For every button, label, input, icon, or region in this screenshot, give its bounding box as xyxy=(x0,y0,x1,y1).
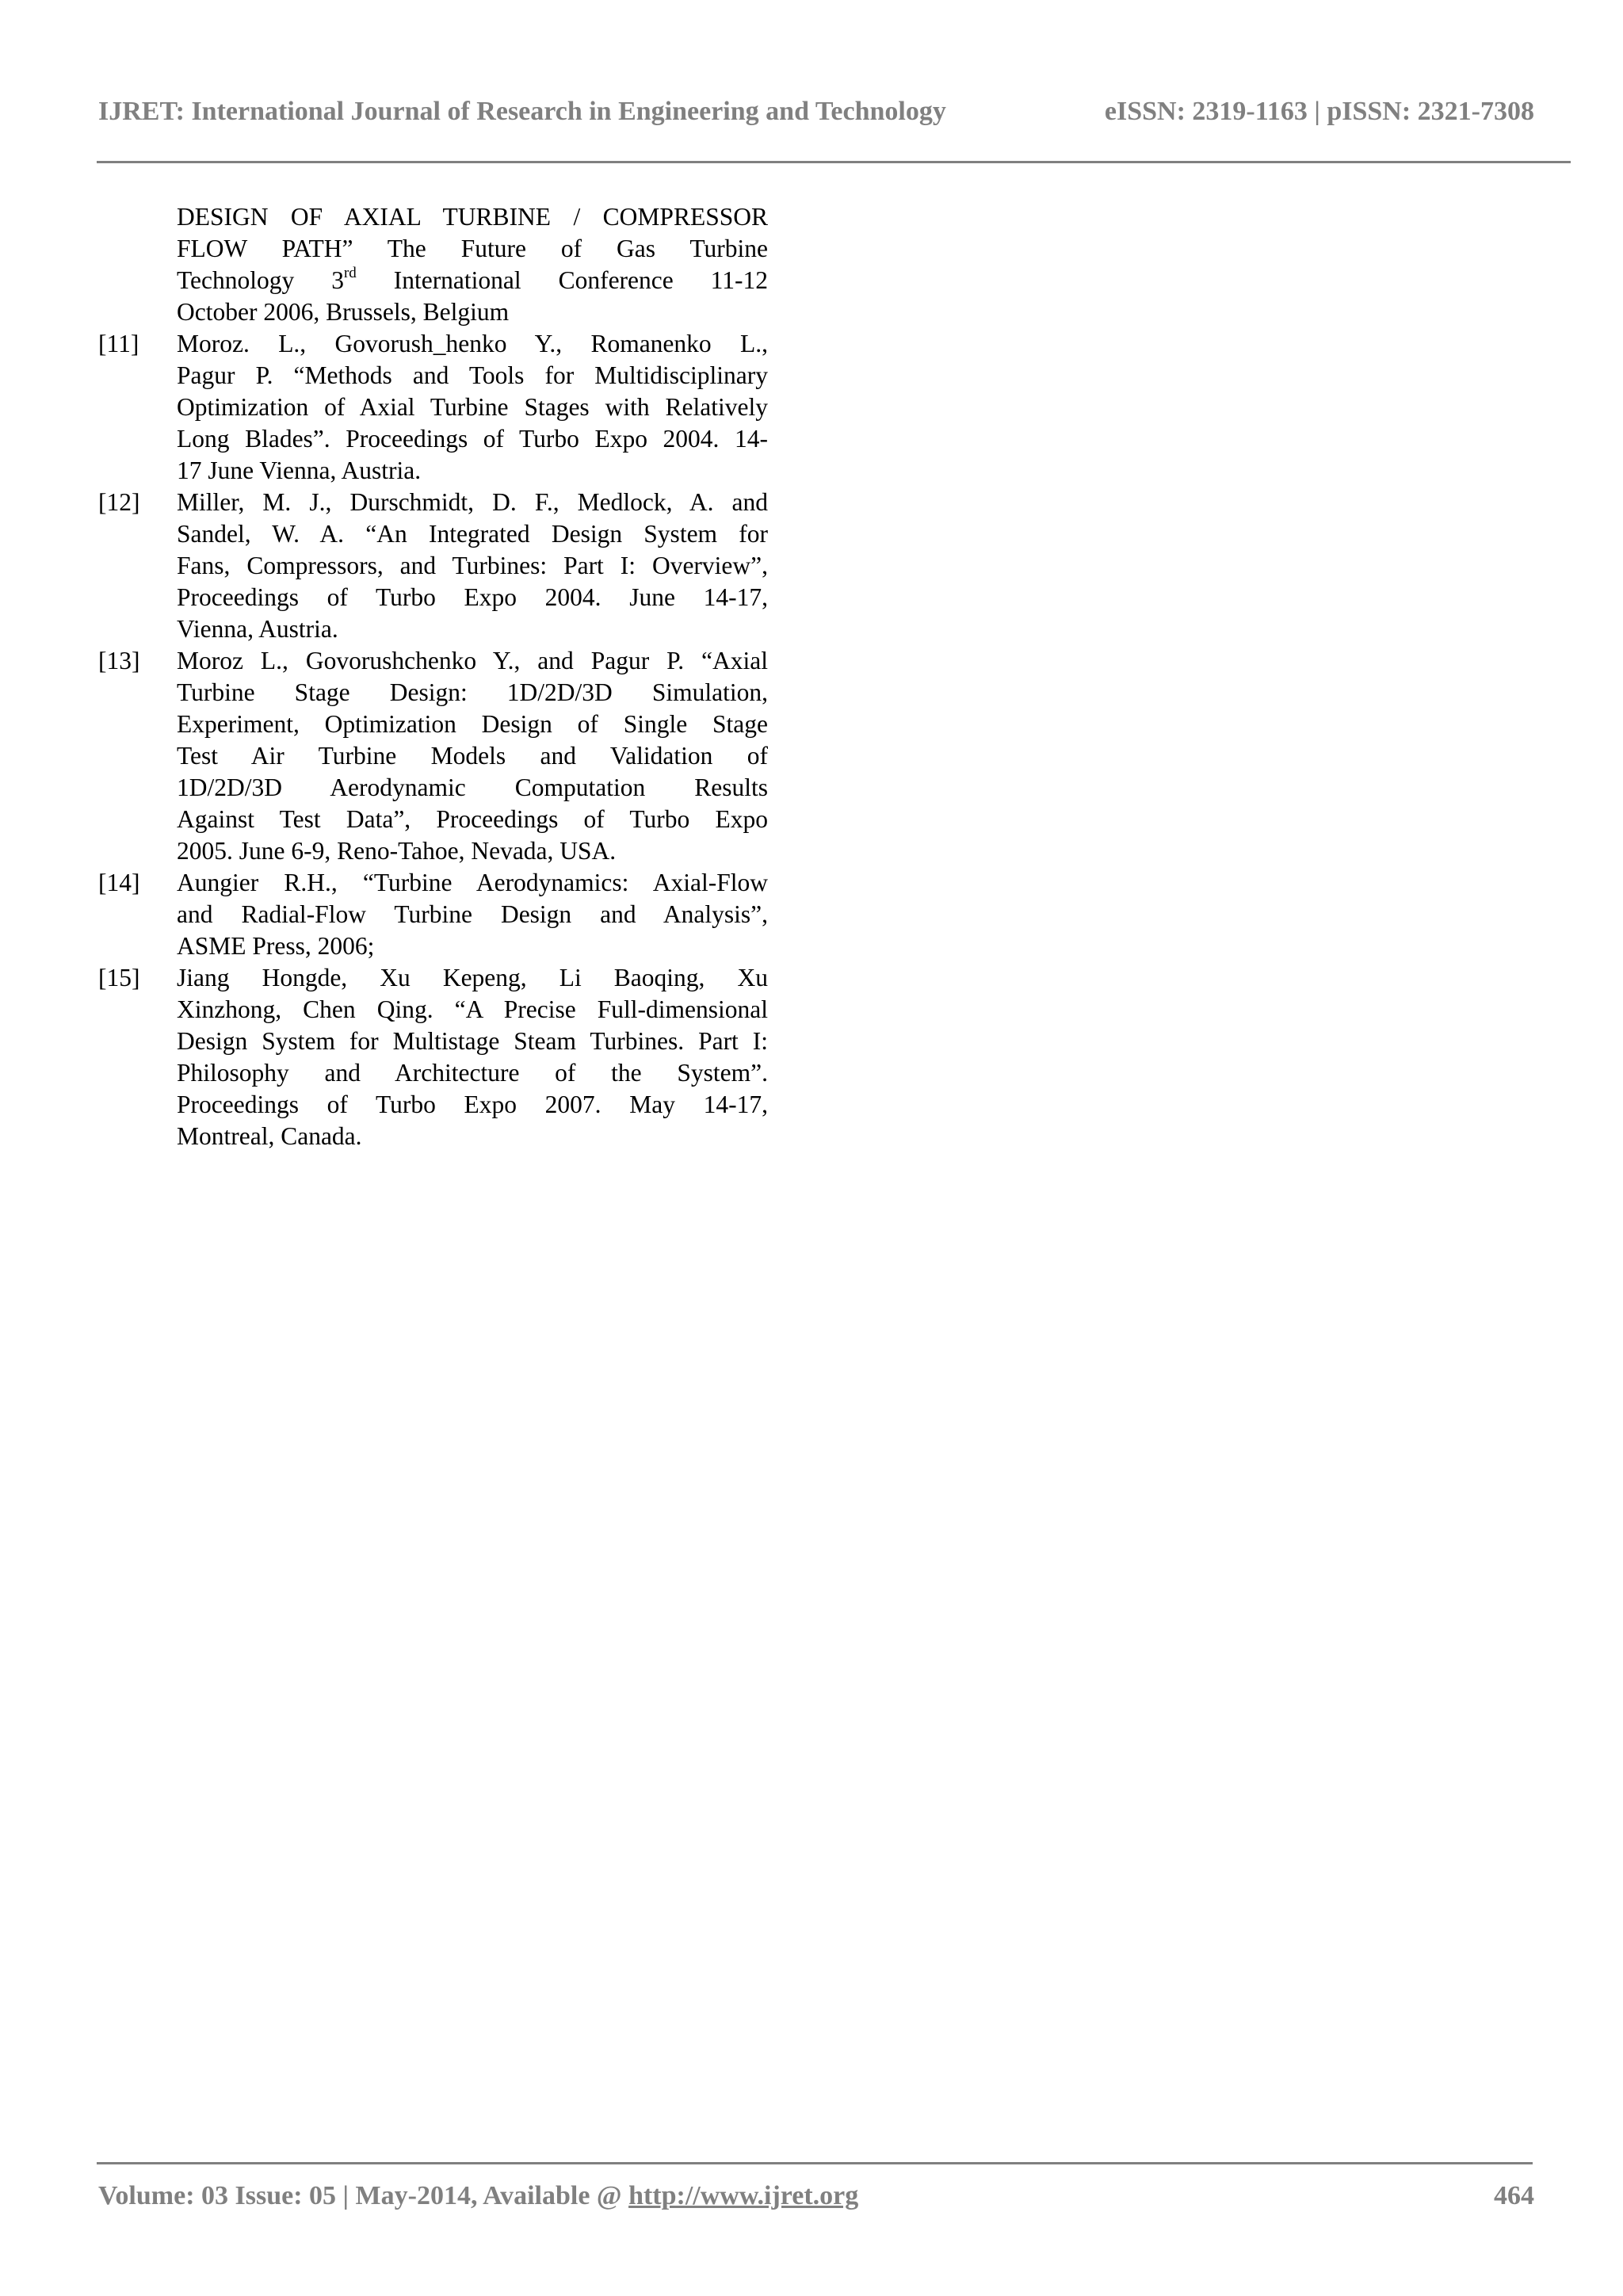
reference-item xyxy=(98,645,768,867)
reference-line: Aungier R.H., “Turbine Aerodynamics: Axial-Flow xyxy=(177,869,768,896)
reference-line: Miller, M. J., Durschmidt, D. F., Medlock, A. and xyxy=(177,488,768,516)
reference-line: Pagur P. “Methods and Tools for Multidisciplinary xyxy=(177,361,768,389)
reference-line: Turbine Stage Design: 1D/2D/3D Simulation, xyxy=(177,678,768,706)
reference-list xyxy=(98,201,768,1152)
reference-number: [15] xyxy=(98,964,140,991)
reference-text xyxy=(177,487,768,645)
reference-line: Moroz. L., Govorush_henko Y., Romanenko L., xyxy=(177,330,768,357)
reference-text xyxy=(177,867,768,962)
journal-title: IJRET: International Journal of Research in Engineering and Technology xyxy=(98,97,946,126)
reference-line: Fans, Compressors, and Turbines: Part I: Overview”, xyxy=(177,552,768,579)
page-number: 464 xyxy=(1494,2181,1534,2210)
reference-item xyxy=(98,962,768,1152)
reference-number: [13] xyxy=(98,647,140,674)
reference-number: [11] xyxy=(98,330,139,357)
reference-line: Vienna, Austria. xyxy=(177,615,338,643)
line-text: Technology 3 xyxy=(177,266,344,294)
page-footer xyxy=(98,2181,1534,2211)
reference-line: Test Air Turbine Models and Validation of xyxy=(177,742,768,770)
reference-line: Moroz L., Govorushchenko Y., and Pagur P. “Axial xyxy=(177,647,768,674)
reference-line: and Radial-Flow Turbine Design and Analysis”, xyxy=(177,900,768,928)
header-divider xyxy=(97,161,1571,163)
reference-number: [12] xyxy=(98,488,140,516)
reference-item xyxy=(98,201,768,328)
volume-info xyxy=(98,2181,858,2211)
reference-line: 1D/2D/3D Aerodynamic Computation Results xyxy=(177,774,768,801)
reference-text xyxy=(177,962,768,1152)
reference-text xyxy=(177,645,768,867)
journal-link[interactable]: http://www.ijret.org xyxy=(628,2181,859,2210)
page-header xyxy=(98,97,1534,127)
line-text: International Conference 11-12 xyxy=(356,266,768,294)
reference-line: DESIGN OF AXIAL TURBINE / COMPRESSOR xyxy=(177,203,768,231)
reference-item xyxy=(98,328,768,487)
volume-text: Volume: 03 Issue: 05 | May-2014, Available @ xyxy=(98,2181,629,2210)
reference-line: Experiment, Optimization Design of Single Stage xyxy=(177,710,768,738)
issn: eISSN: 2319-1163 | pISSN: 2321-7308 xyxy=(1104,97,1534,126)
reference-text xyxy=(177,328,768,487)
reference-line: Against Test Data”, Proceedings of Turbo Expo xyxy=(177,805,768,833)
reference-line: 2005. June 6-9, Reno-Tahoe, Nevada, USA. xyxy=(177,837,617,865)
reference-line: Xinzhong, Chen Qing. “A Precise Full-dimensional xyxy=(177,995,768,1023)
reference-line: Montreal, Canada. xyxy=(177,1122,362,1150)
reference-line: Proceedings of Turbo Expo 2007. May 14-17, xyxy=(177,1091,768,1118)
reference-line xyxy=(177,265,768,296)
reference-text xyxy=(177,201,768,328)
superscript: rd xyxy=(343,265,357,281)
reference-line: FLOW PATH” The Future of Gas Turbine xyxy=(177,235,768,262)
footer-divider xyxy=(97,2162,1533,2164)
reference-line: Design System for Multistage Steam Turbines. Part I: xyxy=(177,1027,768,1055)
reference-line: 17 June Vienna, Austria. xyxy=(177,457,422,484)
reference-line: Optimization of Axial Turbine Stages with Relatively xyxy=(177,393,768,421)
reference-line: October 2006, Brussels, Belgium xyxy=(177,298,510,326)
reference-line: Philosophy and Architecture of the System”. xyxy=(177,1059,768,1087)
reference-line: Jiang Hongde, Xu Kepeng, Li Baoqing, Xu xyxy=(177,964,768,991)
reference-item xyxy=(98,487,768,645)
reference-line: Proceedings of Turbo Expo 2004. June 14-17, xyxy=(177,583,768,611)
reference-item xyxy=(98,867,768,962)
reference-line: ASME Press, 2006; xyxy=(177,932,375,960)
reference-line: Sandel, W. A. “An Integrated Design System for xyxy=(177,520,768,548)
reference-line: Long Blades”. Proceedings of Turbo Expo 2004. 14- xyxy=(177,425,768,453)
reference-number xyxy=(98,201,177,328)
reference-number: [14] xyxy=(98,869,140,896)
